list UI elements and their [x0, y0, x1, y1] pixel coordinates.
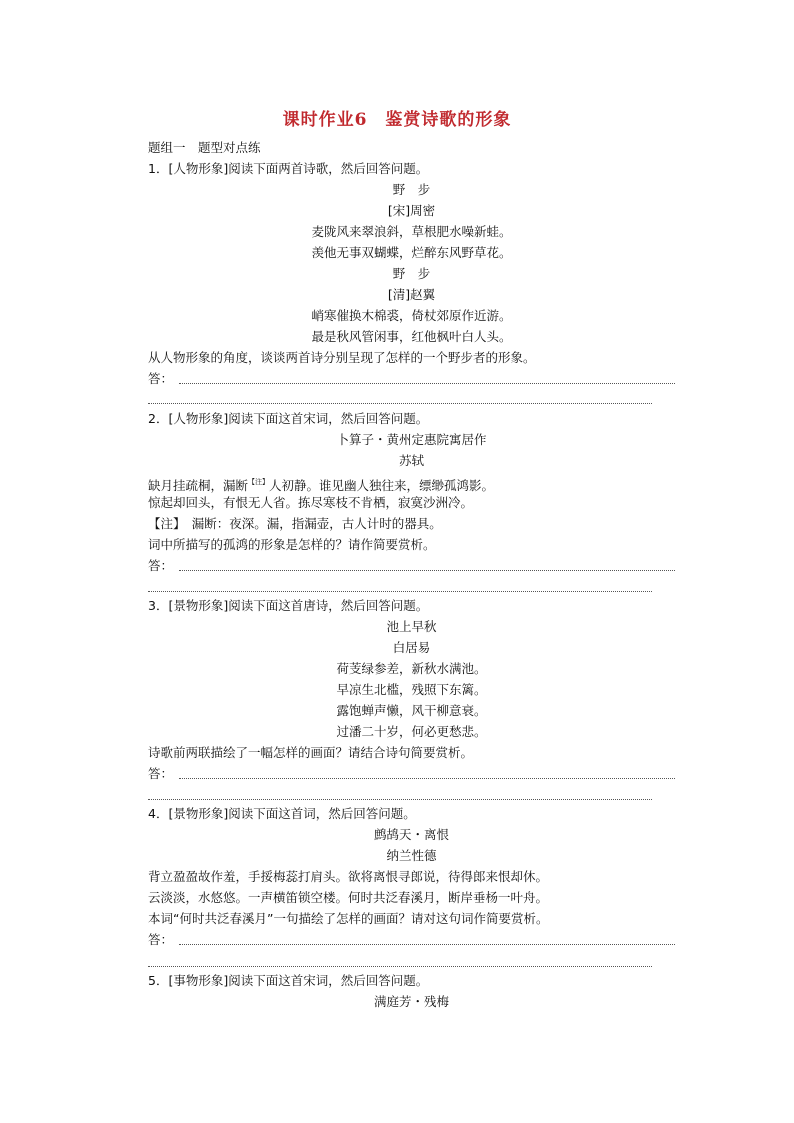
q1-answer-line[interactable] — [148, 371, 675, 387]
q2-poem-line1 — [148, 474, 494, 494]
q3-answer-line-2[interactable] — [148, 799, 652, 800]
q1-poem2-title: 野 步 — [392, 266, 431, 281]
q2-line1-b: 人初静。谁见幽人独往来，缥缈孤鸿影。 — [269, 478, 495, 493]
answer-label: 答： — [148, 766, 174, 781]
q1-poem1-title: 野 步 — [392, 182, 431, 197]
q4-poem-line2: 云淡淡，水悠悠。一声横笛锁空楼。何时共泛春溪月，断岸垂杨一叶舟。 — [148, 890, 549, 905]
q4-question: 本词“何时共泛春溪月”一句描绘了怎样的画面？请对这句词作简要赏析。 — [148, 911, 549, 926]
q2-line1-a: 缺月挂疏桐，漏断 — [148, 478, 249, 493]
q2-answer-line-2[interactable] — [148, 591, 652, 592]
q1-poem2-line1: 峭寒催换木棉裘，倚杖郊原作近游。 — [311, 308, 512, 323]
q3-poem-title: 池上早秋 — [386, 619, 437, 634]
answer-label: 答： — [148, 932, 174, 947]
q3-author: 白居易 — [392, 640, 431, 655]
q3-poem-line1: 荷芰绿参差，新秋水满池。 — [336, 661, 487, 676]
q2-poem-line2: 惊起却回头，有恨无人省。拣尽寒枝不肯栖，寂寞沙洲冷。 — [148, 495, 474, 510]
q4-author: 纳兰性德 — [386, 848, 437, 863]
q2-note: 【注】 漏断：夜深。漏，指漏壶，古人计时的器具。 — [148, 516, 442, 531]
q2-question: 词中所描写的孤鸿的形象是怎样的？请作简要赏析。 — [148, 537, 436, 552]
page-title: 课时作业6 鉴赏诗歌的形象 — [282, 110, 512, 130]
q4-answer-line-2[interactable] — [148, 966, 652, 967]
q2-poem-title: 卜算子・黄州定惠院寓居作 — [336, 432, 487, 447]
q4-stem: 4．[景物形象]阅读下面这首词，然后回答问题。 — [148, 806, 416, 821]
q2-answer-line[interactable] — [148, 558, 675, 574]
group-heading: 题组一 题型对点练 — [148, 140, 261, 155]
q1-poem1-line1: 麦陇风来翠浪斜，草根肥水噪新蛙。 — [311, 224, 512, 239]
q3-poem-line3: 露饱蝉声懒，风干柳意衰。 — [336, 703, 487, 718]
answer-fill — [179, 778, 675, 779]
q3-question: 诗歌前两联描绘了一幅怎样的画面？请结合诗句简要赏析。 — [148, 745, 474, 760]
q3-poem-line4: 过潘二十岁，何必更愁悲。 — [336, 724, 487, 739]
q2-author: 苏轼 — [398, 453, 424, 468]
q1-question: 从人物形象的角度，谈谈两首诗分别呈现了怎样的一个野步者的形象。 — [148, 350, 536, 365]
q3-stem: 3．[景物形象]阅读下面这首唐诗，然后回答问题。 — [148, 598, 429, 613]
q5-poem-title: 满庭芳・残梅 — [373, 994, 449, 1009]
q2-note-mark: 【注】 — [248, 478, 270, 486]
answer-label: 答： — [148, 558, 174, 573]
q4-poem-line1: 背立盈盈故作羞，手挼梅蕊打肩头。欲将离恨寻郎说，待得郎来恨却休。 — [148, 869, 549, 884]
q3-answer-line[interactable] — [148, 766, 675, 782]
q3-poem-line2: 早凉生北槛，残照下东篱。 — [336, 682, 487, 697]
q1-answer-line-2[interactable] — [148, 403, 652, 404]
answer-fill — [179, 570, 675, 571]
answer-fill — [179, 383, 675, 384]
q1-poem1-author: [宋]周密 — [387, 203, 436, 218]
q4-poem-title: 鹧鸪天・离恨 — [373, 827, 449, 842]
q4-answer-line[interactable] — [148, 932, 675, 948]
q2-stem: 2．[人物形象]阅读下面这首宋词，然后回答问题。 — [148, 411, 429, 426]
q5-stem: 5．[事物形象]阅读下面这首宋词，然后回答问题。 — [148, 973, 429, 988]
answer-label: 答： — [148, 371, 174, 386]
q1-poem2-author: [清]赵翼 — [387, 287, 436, 302]
q1-poem2-line2: 最是秋风管闲事，红他枫叶白人头。 — [311, 329, 512, 344]
answer-fill — [179, 944, 675, 945]
q1-stem: 1．[人物形象]阅读下面两首诗歌，然后回答问题。 — [148, 161, 429, 176]
q1-poem1-line2: 羡他无事双蝴蝶，烂醉东风野草花。 — [311, 245, 512, 260]
